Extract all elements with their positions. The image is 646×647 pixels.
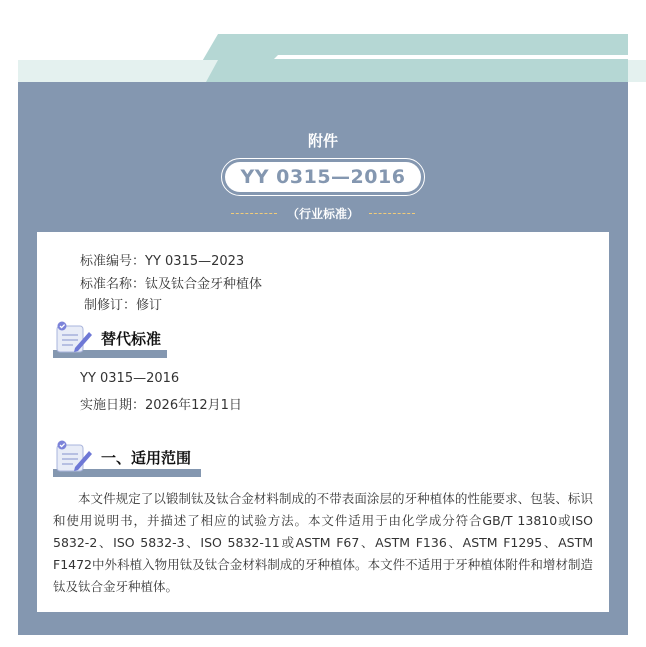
- standard-name: 标准名称：钛及钛合金牙种植体: [80, 277, 263, 292]
- document-pen-icon: [53, 320, 93, 356]
- standard-number: 标准编号：YY 0315—2023: [80, 254, 245, 269]
- top-banner: [0, 0, 646, 82]
- left-dash: [231, 213, 277, 214]
- section-heading-scope: [53, 439, 203, 479]
- effective-date: 实施日期：2026年12月1日: [80, 398, 242, 413]
- attachment-label: 附件: [307, 132, 338, 150]
- content-card: [37, 232, 609, 612]
- scope-paragraph: 本文件规定了以锻制钛及钛合金材料制成的不带表面涂层的牙种植体的性能要求、包装、标识和使用说明书，并描述了相应的试验方法。本文件适用于由化学成分符合GB/T 13810或ISO 5832-2、ISO 5832-3、ISO 5832-11或ASTM F67、ASTM F136、ASTM F1295、ASTM F1472中外科植入物用钛及钛合金材料制成的牙种植体。本文件不适用于牙种植体附件和增材制造钛及钛合金牙种植体。: [53, 491, 593, 594]
- standard-type: （行业标准）: [286, 206, 359, 221]
- standard-type-row: [18, 204, 628, 222]
- document-frame: [18, 82, 628, 635]
- right-dash: [369, 213, 415, 214]
- replaced-standard-code: YY 0315—2016: [80, 371, 180, 386]
- scope-heading: 一、适用范围: [101, 449, 192, 467]
- revision-type: 制修订：修订: [84, 298, 163, 313]
- replaced-heading: 替代标准: [101, 330, 162, 348]
- document-pen-icon: [53, 439, 93, 475]
- standard-code: YY 0315—2016: [225, 162, 421, 192]
- standard-code-badge: [221, 158, 425, 196]
- section-heading-replaced: [53, 320, 203, 360]
